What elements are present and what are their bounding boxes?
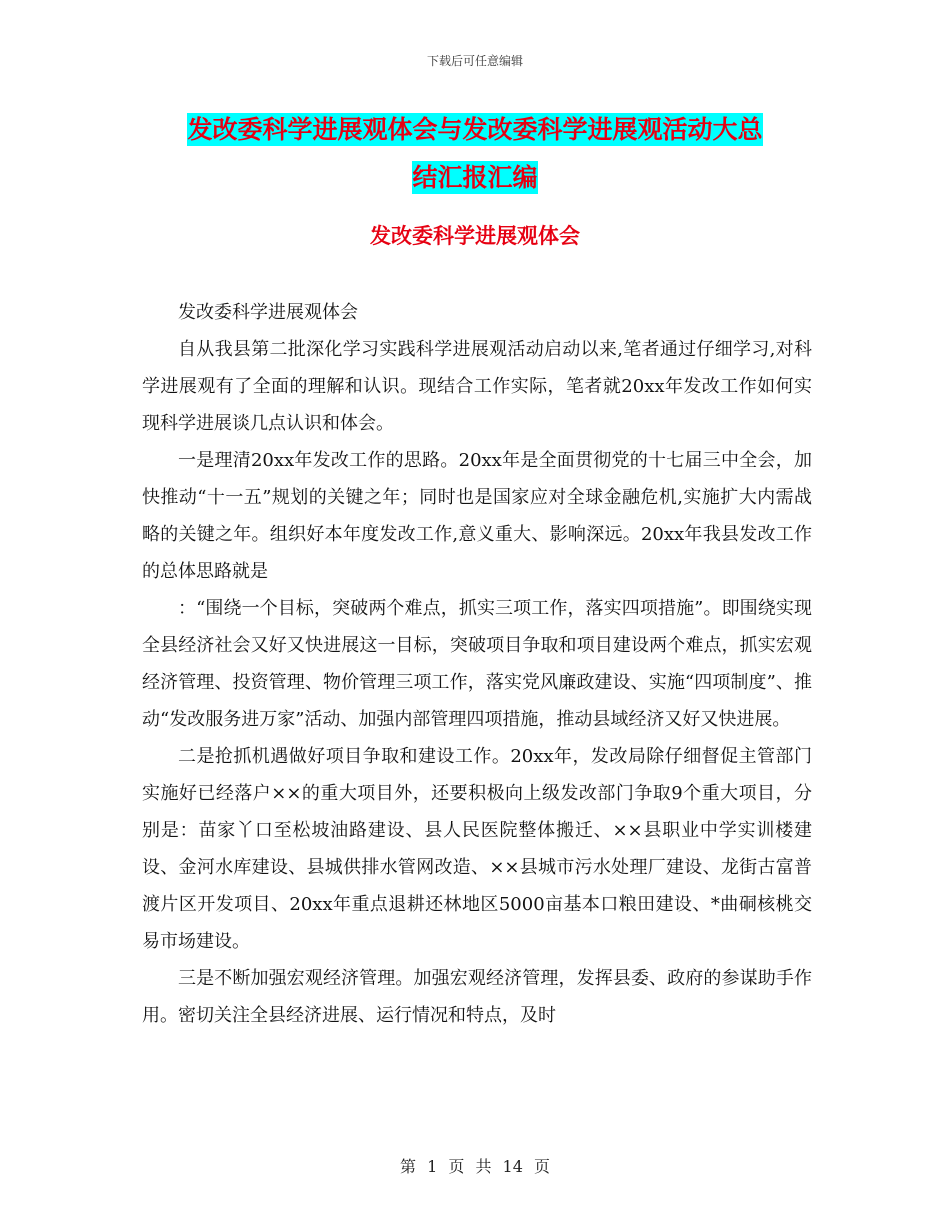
paragraph-intro: 自从我县第二批深化学习实践科学进展观活动启动以来,笔者通过仔细学习,对科学进展观有了全面的理解和认识。现结合工作实际，笔者就20xx年发改工作如何实现科学进展谈几点认识和体会。	[142, 339, 812, 434]
paragraph-subtitle: 发改委科学进展观体会	[178, 302, 358, 323]
document-title-line-2: 结汇报汇编	[412, 163, 538, 192]
footer-total-pages: 14	[502, 1157, 523, 1176]
footer-page-prefix: 第	[399, 1157, 416, 1176]
paragraph-point-two: 二是抢抓机遇做好项目争取和建设工作。20xx年，发改局除仔细督促主管部门实施好已经落户××的重大项目外，还要积极向上级发改部门争取9个重大项目，分别是：苗家丫口至松坡油路建设、县人民医院整体搬迁、××县职业中学实训楼建设、金河水库建设、县城供排水管网改造、××县城市污水处理厂建设、龙街古富普渡片区开发项目、20xx年重点退耕还林地区5000亩基本口粮田建设、*曲硐核桃交易市场建设。	[142, 746, 812, 952]
footer-page-mid: 页 共	[448, 1157, 492, 1176]
section-title: 发改委科学进展观体会	[370, 223, 580, 248]
footer-page-suffix: 页	[534, 1157, 551, 1176]
header-note: 下载后可任意编辑	[426, 54, 523, 68]
document-title-line-1: 发改委科学进展观体会与发改委科学进展观活动大总	[187, 115, 763, 144]
paragraph-point-three: 三是不断加强宏观经济管理。加强宏观经济管理，发挥县委、政府的参谋助手作用。密切关注全县经济进展、运行情况和特点，及时	[142, 968, 812, 1026]
document-body	[142, 294, 812, 1034]
document-title	[140, 106, 810, 202]
paragraph-point-one: 一是理清20xx年发改工作的思路。20xx年是全面贯彻党的十七届三中全会，加快推动“十一五”规划的关键之年；同时也是国家应对全球金融危机,实施扩大内需战略的关键之年。组织好本年度发改工作,意义重大、影响深远。20xx年我县发改工作的总体思路就是	[142, 450, 812, 582]
footer-page-number: 1	[427, 1157, 438, 1176]
paragraph-point-one-continued: ：“围绕一个目标，突破两个难点，抓实三项工作，落实四项措施”。即围绕实现全县经济社会又好又快进展这一目标，突破项目争取和项目建设两个难点，抓实宏观经济管理、投资管理、物价管理三项工作，落实党风廉政建设、实施“四项制度”、推动“发改服务进万家”活动、加强内部管理四项措施，推动县域经济又好又快进展。	[142, 598, 812, 730]
page-footer	[0, 1154, 950, 1177]
